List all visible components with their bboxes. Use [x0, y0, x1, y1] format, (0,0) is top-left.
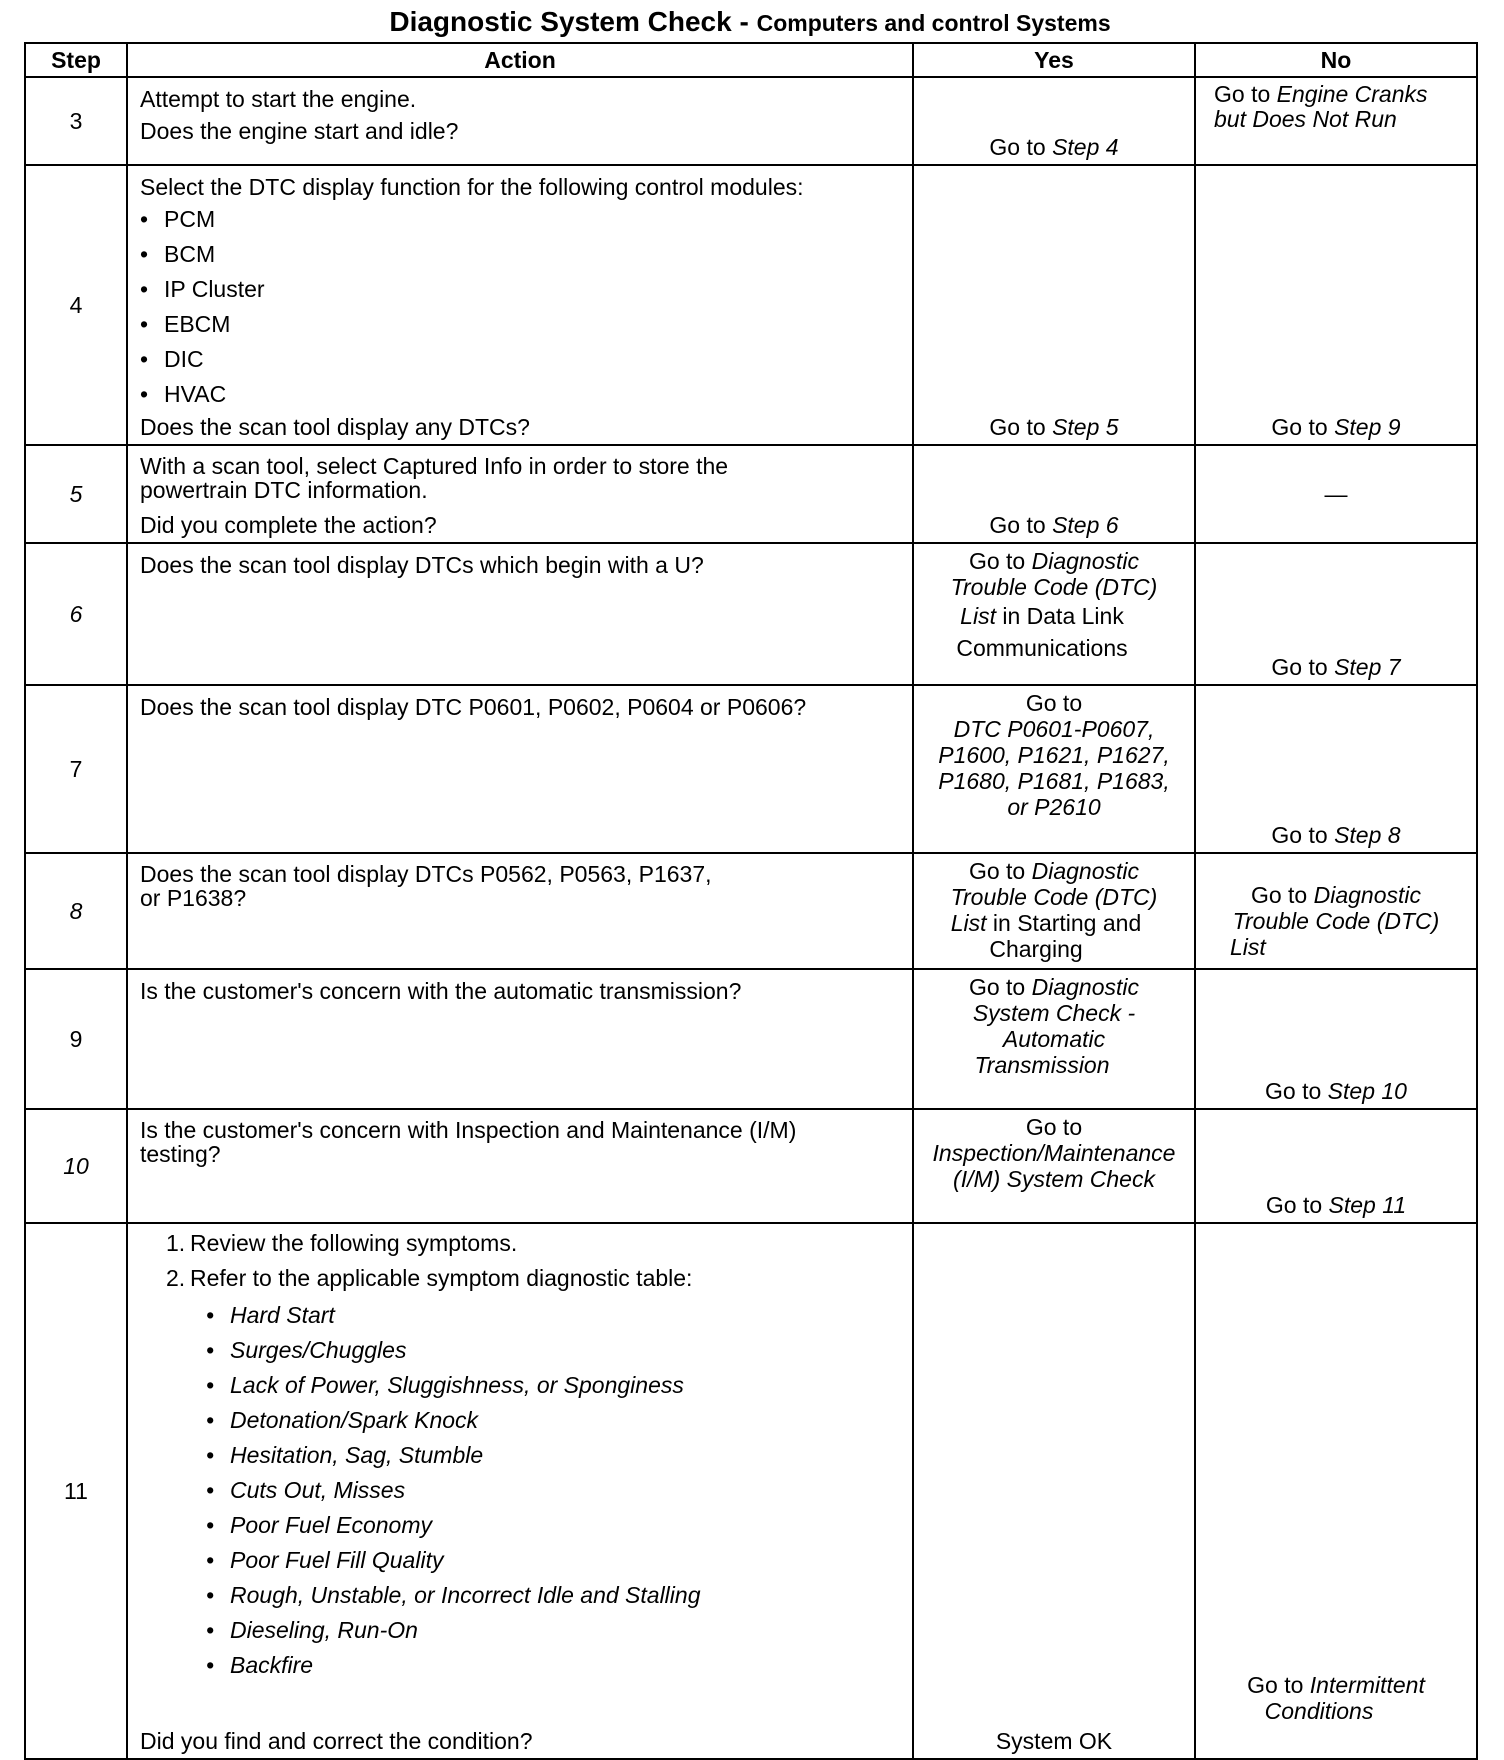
- yes-prefix: Go to: [1025, 690, 1083, 716]
- no-link[interactable]: Step 7: [1334, 654, 1401, 680]
- list-item[interactable]: • Rough, Unstable, or Incorrect Idle and Stalling: [206, 1578, 904, 1613]
- list-item[interactable]: • Hard Start: [206, 1298, 904, 1333]
- no-prefix: Go to: [1271, 654, 1335, 680]
- yes-prefix: Go to: [989, 414, 1053, 440]
- list-item: • IP Cluster: [140, 272, 904, 307]
- yes-link[interactable]: Step 6: [1052, 512, 1119, 538]
- action-cell: [127, 543, 913, 685]
- list-item[interactable]: • Backfire: [206, 1648, 904, 1683]
- step-number: 7: [25, 685, 127, 853]
- yes-link[interactable]: List: [950, 910, 987, 936]
- step-number: 6: [25, 543, 127, 685]
- title-main: Diagnostic System Check -: [389, 6, 757, 37]
- yes-suffix: in Data Link: [995, 603, 1124, 629]
- yes-link[interactable]: Diagnostic: [1031, 548, 1140, 574]
- list-item[interactable]: • Surges/Chuggles: [206, 1333, 904, 1368]
- no-link[interactable]: Intermittent: [1309, 1672, 1425, 1698]
- list-item[interactable]: • Poor Fuel Economy: [206, 1508, 904, 1543]
- yes-link[interactable]: System Check -: [972, 1000, 1136, 1026]
- no-text: [1196, 414, 1476, 440]
- action-question: Does the engine start and idle?: [140, 118, 459, 144]
- yes-link[interactable]: Diagnostic: [1031, 974, 1140, 1000]
- list-item[interactable]: • Dieseling, Run-On: [206, 1613, 904, 1648]
- no-text: [1196, 78, 1476, 132]
- action-question: Did you complete the action?: [140, 512, 437, 538]
- list-item: • BCM: [140, 237, 904, 272]
- no-text: [1196, 1192, 1476, 1218]
- list-item[interactable]: • Lack of Power, Sluggishness, or Sponginess: [206, 1368, 904, 1403]
- table-row: [25, 1223, 1477, 1759]
- yes-text: [914, 854, 1194, 962]
- list-item[interactable]: • Detonation/Spark Knock: [206, 1403, 904, 1438]
- action-question: Does the scan tool display DTCs which begin with a U?: [140, 552, 704, 578]
- yes-prefix: Go to: [989, 134, 1053, 160]
- diagnostic-table: [24, 42, 1478, 1760]
- table-row: [25, 77, 1477, 165]
- yes-cell: [913, 853, 1195, 969]
- yes-link[interactable]: (I/M) System Check: [953, 1166, 1155, 1192]
- no-cell: [1195, 853, 1477, 969]
- action-cell: [127, 445, 913, 543]
- step-number: 9: [25, 969, 127, 1109]
- action-cell: [127, 853, 913, 969]
- no-prefix: Go to: [1214, 81, 1277, 107]
- table-row: [25, 543, 1477, 685]
- action-text: powertrain DTC information.: [140, 477, 428, 503]
- yes-link[interactable]: or P2610: [1007, 794, 1101, 820]
- no-cell: —: [1195, 445, 1477, 543]
- list-text: Refer to the applicable symptom diagnostic table:: [190, 1265, 693, 1291]
- yes-link[interactable]: Step 4: [1052, 134, 1119, 160]
- action-question: or P1638?: [140, 885, 247, 911]
- header-step: Step: [25, 43, 127, 77]
- yes-text: System OK: [995, 1728, 1113, 1754]
- list-item[interactable]: • Hesitation, Sag, Stumble: [206, 1438, 904, 1473]
- no-link[interactable]: Step 11: [1328, 1192, 1407, 1218]
- action-cell: [127, 685, 913, 853]
- yes-link[interactable]: DTC P0601-P0607,: [953, 716, 1155, 742]
- no-cell: [1195, 165, 1477, 445]
- no-cell: [1195, 543, 1477, 685]
- yes-link[interactable]: List: [960, 603, 996, 629]
- table-header-row: [25, 43, 1477, 77]
- list-item: • HVAC: [140, 377, 904, 412]
- yes-link[interactable]: Trouble Code (DTC): [950, 574, 1158, 600]
- action-cell: [127, 969, 913, 1109]
- yes-text: [914, 544, 1194, 664]
- yes-link[interactable]: Transmission: [974, 1052, 1110, 1078]
- no-text: [1196, 1078, 1476, 1104]
- table-row: [25, 1109, 1477, 1223]
- page-title: [24, 6, 1476, 38]
- table-row: [25, 853, 1477, 969]
- no-text: [1196, 1672, 1476, 1724]
- action-question: Did you find and correct the condition?: [140, 1728, 533, 1754]
- yes-cell: [913, 77, 1195, 165]
- table-row: [25, 685, 1477, 853]
- yes-prefix: Go to: [989, 512, 1053, 538]
- yes-text: [914, 686, 1194, 820]
- action-text: With a scan tool, select Captured Info in order to store the: [140, 453, 729, 479]
- list-item: [166, 1261, 904, 1683]
- yes-text: [914, 1110, 1194, 1192]
- list-item[interactable]: • Cuts Out, Misses: [206, 1473, 904, 1508]
- yes-prefix: Go to: [968, 858, 1032, 884]
- step-number: 5: [25, 445, 127, 543]
- yes-cell: [913, 543, 1195, 685]
- no-text: [1196, 654, 1476, 680]
- step-number: 4: [25, 165, 127, 445]
- action-cell: [127, 1109, 913, 1223]
- yes-link[interactable]: Inspection/Maintenance: [932, 1140, 1176, 1166]
- step-number: 3: [25, 77, 127, 165]
- yes-link[interactable]: Automatic: [1002, 1026, 1106, 1052]
- no-link[interactable]: Engine Cranks: [1276, 81, 1428, 107]
- list-item: [166, 1226, 904, 1261]
- yes-prefix: Go to: [1025, 1114, 1083, 1140]
- list-item[interactable]: • Poor Fuel Fill Quality: [206, 1543, 904, 1578]
- action-question: Is the customer's concern with Inspection and Maintenance (I/M): [140, 1117, 797, 1143]
- header-yes: Yes: [913, 43, 1195, 77]
- yes-prefix: Go to: [968, 548, 1032, 574]
- yes-link[interactable]: Diagnostic: [1031, 858, 1140, 884]
- action-text: Select the DTC display function for the following control modules:: [140, 174, 804, 200]
- instruction-list: [166, 1226, 904, 1683]
- list-text: Review the following symptoms.: [190, 1230, 518, 1256]
- no-link[interactable]: List: [1230, 934, 1266, 960]
- no-cell: [1195, 1109, 1477, 1223]
- step-number: 11: [25, 1223, 127, 1759]
- yes-cell: [913, 685, 1195, 853]
- yes-suffix: Charging: [989, 936, 1083, 962]
- table-row: [25, 165, 1477, 445]
- yes-suffix: Communications: [956, 635, 1128, 661]
- table-row: [25, 969, 1477, 1109]
- no-prefix: Go to: [1265, 1192, 1329, 1218]
- no-cell: [1195, 969, 1477, 1109]
- step-number: 8: [25, 853, 127, 969]
- yes-text: [914, 134, 1194, 160]
- yes-cell: [913, 969, 1195, 1109]
- yes-cell: [913, 165, 1195, 445]
- no-text: [1196, 854, 1476, 960]
- yes-link[interactable]: Trouble Code (DTC): [950, 884, 1158, 910]
- yes-cell: [913, 1223, 1195, 1759]
- header-action: Action: [127, 43, 913, 77]
- table-row: [25, 445, 1477, 543]
- yes-text: [914, 512, 1194, 538]
- yes-link[interactable]: P1600, P1621, P1627,: [938, 742, 1170, 768]
- yes-link[interactable]: P1680, P1681, P1683,: [938, 768, 1170, 794]
- no-prefix: Go to: [1271, 822, 1335, 848]
- action-question: Does the scan tool display DTC P0601, P0602, P0604 or P0606?: [140, 694, 807, 720]
- list-number: 1.: [166, 1230, 186, 1256]
- action-question: Is the customer's concern with the automatic transmission?: [140, 978, 742, 1004]
- yes-suffix: in Starting and: [986, 910, 1142, 936]
- no-prefix: Go to: [1271, 414, 1335, 440]
- list-item: • EBCM: [140, 307, 904, 342]
- yes-cell: [913, 1109, 1195, 1223]
- yes-cell: [913, 445, 1195, 543]
- list-number: 2.: [166, 1265, 186, 1291]
- no-prefix: Go to: [1265, 1078, 1328, 1104]
- list-item: • DIC: [140, 342, 904, 377]
- action-question: Does the scan tool display DTCs P0562, P0563, P1637,: [140, 861, 712, 887]
- yes-prefix: Go to: [968, 974, 1032, 1000]
- no-prefix: Go to: [1250, 882, 1314, 908]
- no-link[interactable]: Trouble Code (DTC): [1232, 908, 1440, 934]
- action-question: Does the scan tool display any DTCs?: [140, 414, 530, 440]
- title-subtitle: Computers and control Systems: [756, 10, 1111, 36]
- module-list: [140, 202, 904, 412]
- no-link[interactable]: Step 10: [1327, 1078, 1407, 1104]
- no-link[interactable]: Conditions: [1264, 1698, 1374, 1724]
- no-text: [1196, 822, 1476, 848]
- yes-text: [914, 414, 1194, 440]
- action-text: Attempt to start the engine.: [140, 86, 417, 112]
- list-item: • PCM: [140, 202, 904, 237]
- no-link[interactable]: Step 8: [1334, 822, 1401, 848]
- no-cell: [1195, 77, 1477, 165]
- action-cell: [127, 77, 913, 165]
- action-cell: [127, 165, 913, 445]
- header-no: No: [1195, 43, 1477, 77]
- symptom-list: [206, 1298, 904, 1683]
- no-link[interactable]: but Does Not Run: [1214, 106, 1397, 132]
- no-link[interactable]: Step 9: [1334, 414, 1401, 440]
- no-link[interactable]: Diagnostic: [1313, 882, 1422, 908]
- no-cell: [1195, 1223, 1477, 1759]
- no-prefix: Go to: [1247, 1672, 1310, 1698]
- no-cell: [1195, 685, 1477, 853]
- action-cell: [127, 1223, 913, 1759]
- step-number: 10: [25, 1109, 127, 1223]
- yes-link[interactable]: Step 5: [1052, 414, 1119, 440]
- action-question: testing?: [140, 1141, 221, 1167]
- yes-text: [914, 970, 1194, 1078]
